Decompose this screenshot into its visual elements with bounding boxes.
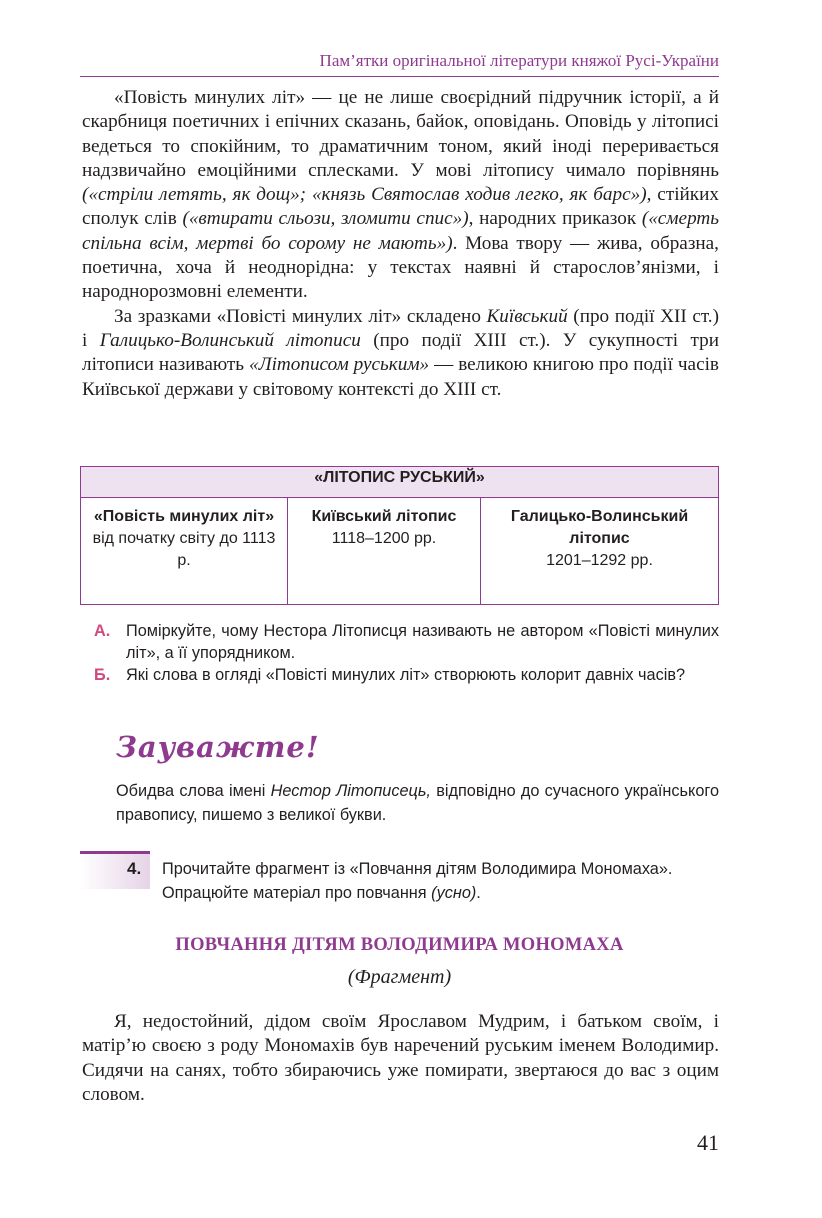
chronicles-paragraph: [82, 305, 719, 402]
cell-note: 1118–1200 рр.: [331, 530, 437, 547]
italic-hint: (усно): [431, 884, 477, 902]
task-marker: Б.: [94, 666, 111, 684]
italic-term-3: «Літописом руським»: [249, 354, 430, 376]
table-heading: «ЛІТОПИС РУСЬКИЙ»: [81, 467, 719, 498]
cell-note: 1201–1292 рр.: [546, 552, 653, 569]
table-cell: [81, 498, 288, 605]
italic-examples-1: («стріли летять, як дощ»; «князь Святослав ходив легко, як барс»): [82, 184, 647, 206]
text-span: , стійких сполук слів: [82, 184, 719, 230]
page-number: 41: [697, 1130, 719, 1155]
running-header: Пам’ятки оригінальної літератури княжої Русі-України: [319, 51, 719, 70]
chronicle-table: [80, 466, 719, 605]
table-cell: [481, 498, 719, 605]
text-span: , народних приказок: [468, 208, 642, 230]
header-rule: [80, 76, 719, 77]
task-text: Які слова в огляді «Повісті минулих літ» створюють колорит давніх часів?: [126, 666, 686, 684]
text-span: Обидва слова імені: [116, 782, 271, 800]
text-span: . Мова твору — жива, образна, поетична, хоча й неоднорідна: у текстах наявні й старослов’янізми, і народнорозмовні елементи.: [82, 232, 719, 303]
intro-paragraph: [82, 86, 719, 305]
task-marker: А.: [94, 622, 111, 640]
paragraph-intro: [82, 86, 719, 402]
italic-examples-3: («смерть спільна всім, мертві бо сорому не мають»): [82, 208, 720, 254]
italic-term-2: Галицько-Волинський літописи: [99, 329, 361, 351]
task-item: [94, 620, 719, 664]
note-heading: Зауважте!: [116, 730, 320, 764]
exercise-text: [162, 857, 719, 905]
cell-title: Київський літопис: [311, 508, 457, 525]
text-span: Прочитайте фрагмент із «Повчання дітям Володимира Мономаха». Опрацюйте матеріал про повчання: [162, 860, 673, 902]
text-span: «Повість минулих літ» — це не лише своєрідний підручник історії, а й скарбниця поетичних і епічних сказань, байок, оповідань. Оповідь у літописі ведеться то спокійним, то драматичним тоном, який іноді переривається надзвичайно емоційними сплесками. У мові літопису чимало порівнянь: [82, 87, 719, 181]
excerpt-block: [82, 1010, 719, 1107]
cell-title: «Повість минулих літ»: [93, 508, 275, 525]
italic-examples-2: («втирати сльози, зломити спис»): [182, 208, 469, 230]
section-subtitle: (Фрагмент): [347, 966, 452, 988]
text-span: (про події XIII ст.). У сукупності три літописи називають: [82, 329, 719, 376]
text-span: (про події XII ст.) і: [82, 305, 719, 351]
task-item: [94, 664, 719, 686]
text-span: За зразками «Повісті минулих літ» складено: [114, 305, 487, 327]
section-title: ПОВЧАННЯ ДІТЯМ ВОЛОДИМИРА МОНОМАХА: [175, 935, 624, 955]
excerpt-paragraph: Я, недостойний, дідом своїм Ярославом Мудрим, і батьком своїм, і матір’ю своєю з роду Мономахів був наречений руським іменем Володимир. Сидячи на санях, тобто збираючись уже помирати, звертаюся до вас з оцим словом.: [82, 1011, 719, 1105]
table-cell: [288, 498, 481, 605]
cell-note: від початку світу до 1113 р.: [92, 530, 276, 569]
text-span: .: [476, 884, 481, 902]
exercise-number: 4.: [127, 859, 142, 878]
note-text: [116, 779, 719, 827]
text-span: відповідно до сучасного українського правопису, пишемо з великої букви.: [116, 782, 720, 824]
italic-term-1: Київський: [486, 305, 568, 327]
cell-title: Галицько-Волинський літопис: [510, 508, 689, 547]
task-text: Поміркуйте, чому Нестора Літописця називають не автором «Повісті минулих літ», а її упорядником.: [126, 622, 719, 662]
italic-name: Нестор Літописець,: [270, 782, 431, 800]
text-span: — великою книгою про події часів Київської держави у світовому контексті до XIII ст.: [82, 354, 719, 400]
